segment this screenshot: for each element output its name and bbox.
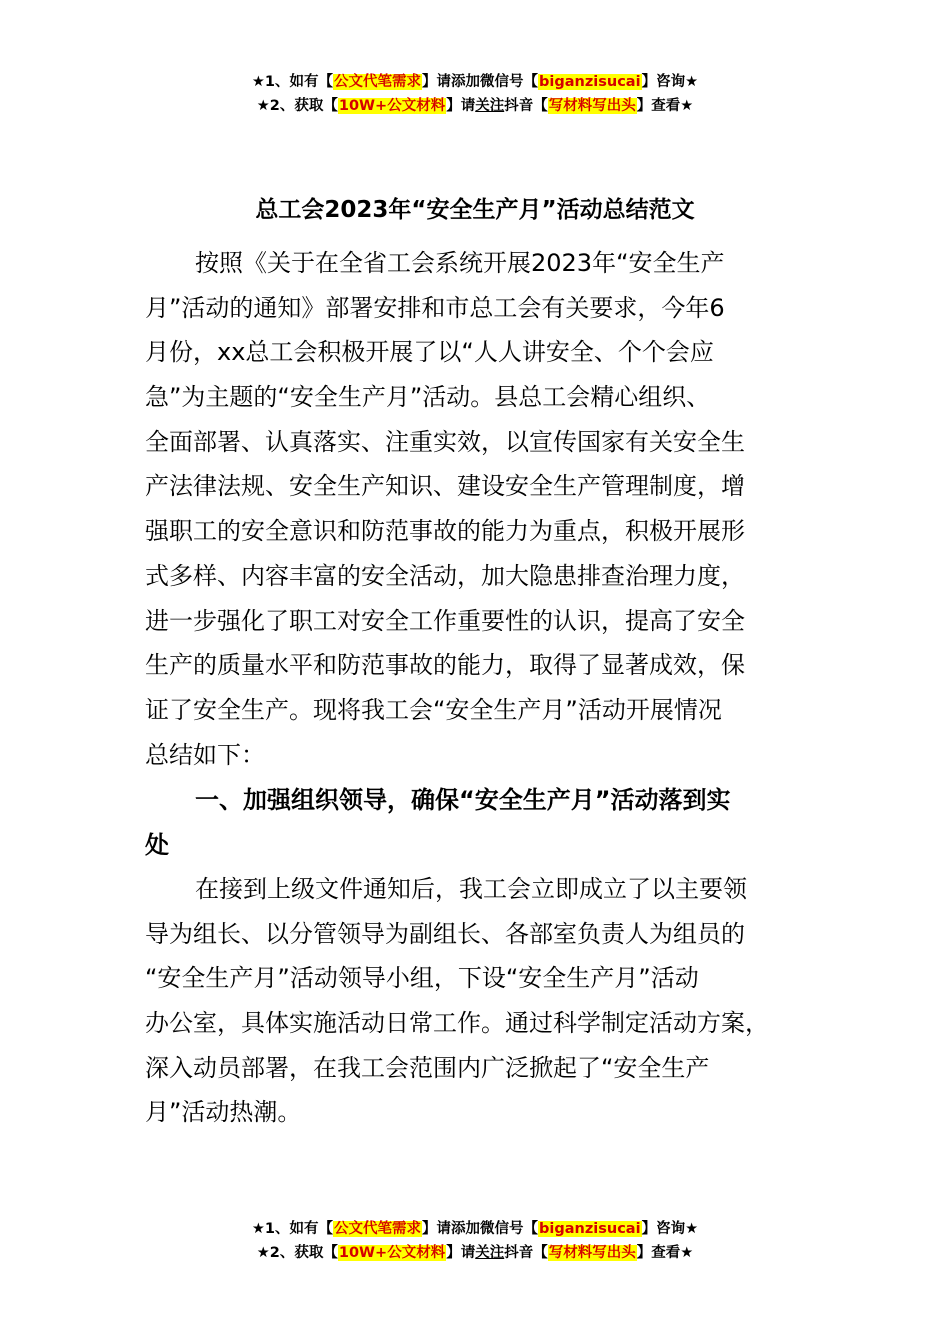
paragraph-line: 月”活动的通知》部署安排和市总工会有关要求，今年6 [145, 293, 725, 322]
section-1-paragraph [145, 867, 805, 1135]
banner-line-1: ★1、如有【公文代笔需求】请添加微信号【biganzisucai】咨询★ [251, 1221, 699, 1237]
highlight-ghostwriting: 公文代笔需求 [334, 74, 422, 90]
paragraph-line: 深入动员部署，在我工会范围内广泛掀起了“安全生产 [145, 1053, 710, 1082]
highlight-wechat-id: biganzisucai [539, 1221, 641, 1237]
paragraph-line: 全面部署、认真落实、注重实效，以宣传国家有关安全生 [145, 427, 745, 456]
top-banner [0, 70, 950, 118]
highlight-wechat-id: biganzisucai [539, 74, 641, 90]
bottom-banner [0, 1217, 950, 1265]
section-1-heading [145, 778, 805, 867]
paragraph-line: 进一步强化了职工对安全工作重要性的认识，提高了安全 [145, 606, 745, 635]
paragraph-line: 按照《关于在全省工会系统开展2023年“安全生产 [195, 249, 725, 277]
underlined-follow: 关注 [475, 98, 505, 114]
paragraph-line: “安全生产月”活动领导小组，下设“安全生产月”活动 [145, 964, 699, 993]
paragraph-line: 在接到上级文件通知后，我工会立即成立了以主要领 [195, 875, 747, 903]
paragraph-line: 强职工的安全意识和防范事故的能力为重点，积极开展形 [145, 517, 745, 546]
heading-line: 处 [145, 830, 169, 859]
highlight-materials: 10W+公文材料 [338, 1245, 446, 1261]
paragraph-line: 月份，xx总工会积极开展了以“人人讲安全、个个会应 [145, 338, 714, 367]
paragraph-line: 月”活动热潮。 [145, 1098, 302, 1127]
highlight-douyin-account: 写材料写出头 [548, 98, 636, 114]
paragraph-line: 总结如下： [145, 740, 265, 769]
highlight-douyin-account: 写材料写出头 [548, 1245, 636, 1261]
heading-line: 一、加强组织领导，确保“安全生产月”活动落到实 [195, 786, 731, 814]
paragraph-line: 导为组长、以分管领导为副组长、各部室负责人为组员的 [145, 919, 745, 948]
highlight-ghostwriting: 公文代笔需求 [334, 1221, 422, 1237]
paragraph-line: 办公室，具体实施活动日常工作。通过科学制定活动方案， [145, 1009, 769, 1038]
paragraph-line: 式多样、内容丰富的安全活动，加大隐患排查治理力度， [145, 561, 745, 590]
paragraph-line: 急”为主题的“安全生产月”活动。县总工会精心组织、 [145, 383, 711, 412]
document-title: 总工会2023年“安全生产月”活动总结范文 [255, 197, 695, 223]
paragraph-line: 生产的质量水平和防范事故的能力，取得了显著成效，保 [145, 651, 745, 680]
banner-line-2: ★2、获取【10W+公文材料】请关注抖音【写材料写出头】查看★ [256, 1245, 694, 1261]
highlight-materials: 10W+公文材料 [338, 98, 446, 114]
banner-line-1: ★1、如有【公文代笔需求】请添加微信号【biganzisucai】咨询★ [251, 74, 699, 90]
paragraph-line: 证了安全生产。现将我工会“安全生产月”活动开展情况 [145, 695, 722, 724]
banner-line-2: ★2、获取【10W+公文材料】请关注抖音【写材料写出头】查看★ [256, 98, 694, 114]
paragraph-line: 产法律法规、安全生产知识、建设安全生产管理制度，增 [145, 472, 745, 501]
underlined-follow: 关注 [475, 1245, 505, 1261]
intro-paragraph [145, 241, 805, 777]
